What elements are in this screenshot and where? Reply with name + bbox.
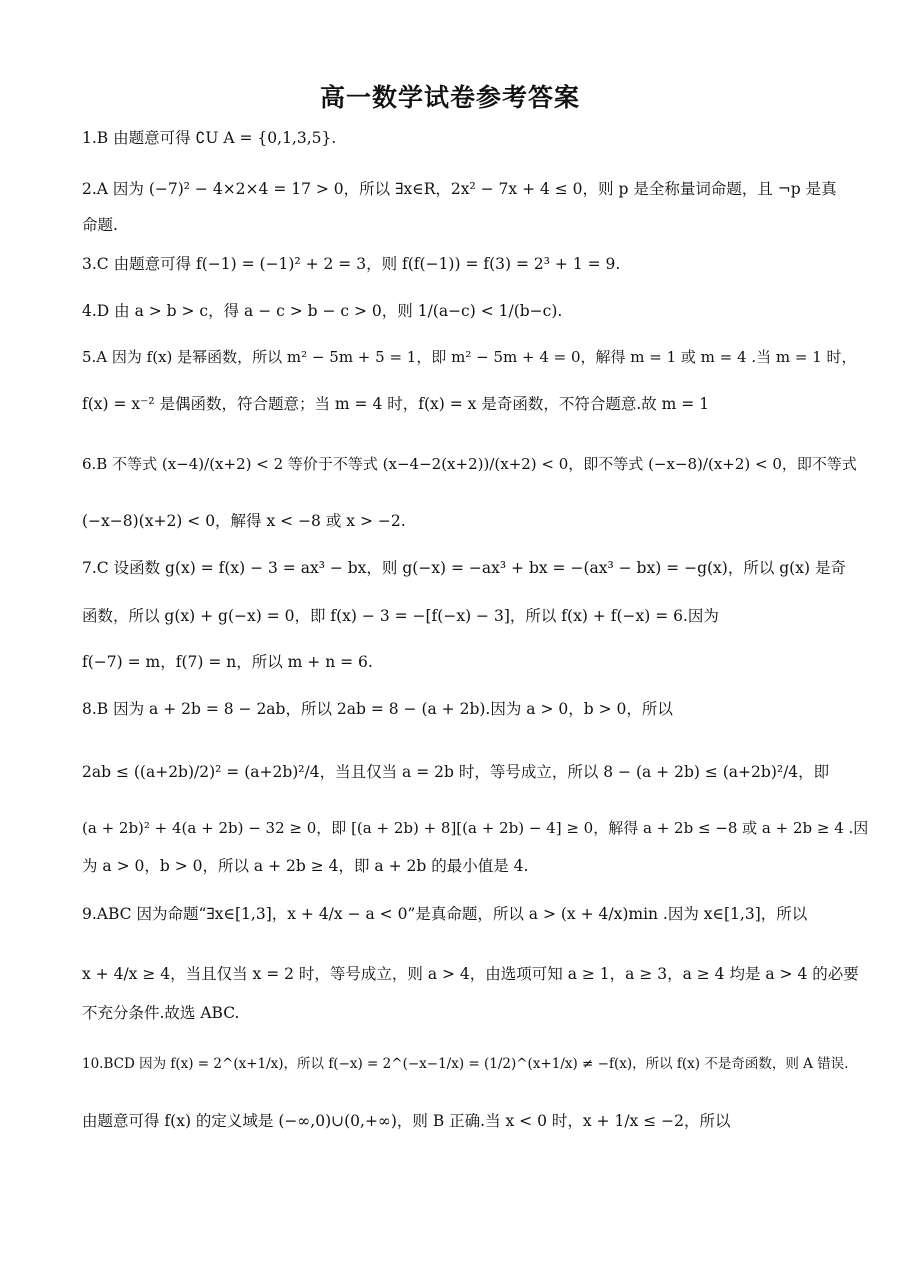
answer-line: 不充分条件.故选 ABC. [82, 1004, 240, 1022]
answer-line: 4.D 由 a > b > c，得 a − c > b − c > 0，则 1/(a−c) < 1/(b−c). [82, 302, 563, 320]
answer-line: 8.B 因为 a + 2b = 8 − 2ab，所以 2ab = 8 − (a + 2b).因为 a > 0，b > 0，所以 [82, 700, 673, 718]
answer-line: 由题意可得 f(x) 的定义域是 (−∞,0)∪(0,+∞)，则 B 正确.当 x < 0 时，x + 1/x ≤ −2，所以 [82, 1112, 731, 1130]
answer-line: 函数，所以 g(x) + g(−x) = 0，即 f(x) − 3 = −[f(−x) − 3]，所以 f(x) + f(−x) = 6.因为 [82, 607, 719, 625]
answer-line: (−x−8)(x+2) < 0，解得 x < −8 或 x > −2. [82, 512, 406, 530]
answer-line: x + 4/x ≥ 4，当且仅当 x = 2 时，等号成立，则 a > 4，由选项可知 a ≥ 1，a ≥ 3，a ≥ 4 均是 a > 4 的必要 [82, 965, 859, 983]
answer-line: (a + 2b)² + 4(a + 2b) − 32 ≥ 0，即 [(a + 2b) + 8][(a + 2b) − 4] ≥ 0，解得 a + 2b ≤ −8 或 a + 2b ≥ 4 .因 [82, 819, 869, 837]
answer-line: 3.C 由题意可得 f(−1) = (−1)² + 2 = 3，则 f(f(−1)) = f(3) = 2³ + 1 = 9. [82, 255, 621, 273]
answer-line: 6.B 不等式 (x−4)/(x+2) < 2 等价于不等式 (x−4−2(x+2))/(x+2) < 0，即不等式 (−x−8)/(x+2) < 0，即不等式 [82, 455, 857, 473]
answer-line: 5.A 因为 f(x) 是幂函数，所以 m² − 5m + 5 = 1，即 m² − 5m + 4 = 0，解得 m = 1 或 m = 4 .当 m = 1 时， [82, 348, 857, 366]
answer-line: f(x) = x⁻² 是偶函数，符合题意；当 m = 4 时，f(x) = x 是奇函数，不符合题意.故 m = 1 [82, 395, 710, 413]
answer-line: 9.ABC 因为命题“∃x∈[1,3]，x + 4/x − a < 0”是真命题，所以 a > (x + 4/x)min .因为 x∈[1,3]，所以 [82, 905, 808, 923]
answer-line: 10.BCD 因为 f(x) = 2^(x+1/x)，所以 f(−x) = 2^(−x−1/x) = (1/2)^(x+1/x) ≠ −f(x)，所以 f(x) 不是奇函数，则 A 错误. [82, 1056, 849, 1072]
answer-line: 命题. [82, 216, 118, 234]
answer-line: 1.B 由题意可得 ∁U A = {0,1,3,5}. [82, 129, 337, 147]
answer-line: 2.A 因为 (−7)² − 4×2×4 = 17 > 0，所以 ∃x∈R，2x² − 7x + 4 ≤ 0，则 p 是全称量词命题，且 ¬p 是真 [82, 180, 837, 198]
answer-line: 7.C 设函数 g(x) = f(x) − 3 = ax³ − bx，则 g(−x) = −ax³ + bx = −(ax³ − bx) = −g(x)，所以 g(x) 是奇 [82, 559, 846, 577]
page-title: 高一数学试卷参考答案 [319, 83, 580, 112]
answer-line: 为 a > 0，b > 0，所以 a + 2b ≥ 4，即 a + 2b 的最小值是 4. [82, 857, 529, 875]
answer-line: f(−7) = m，f(7) = n，所以 m + n = 6. [82, 653, 373, 671]
answer-line: 2ab ≤ ((a+2b)/2)² = (a+2b)²/4，当且仅当 a = 2b 时，等号成立，所以 8 − (a + 2b) ≤ (a+2b)²/4，即 [82, 763, 830, 781]
